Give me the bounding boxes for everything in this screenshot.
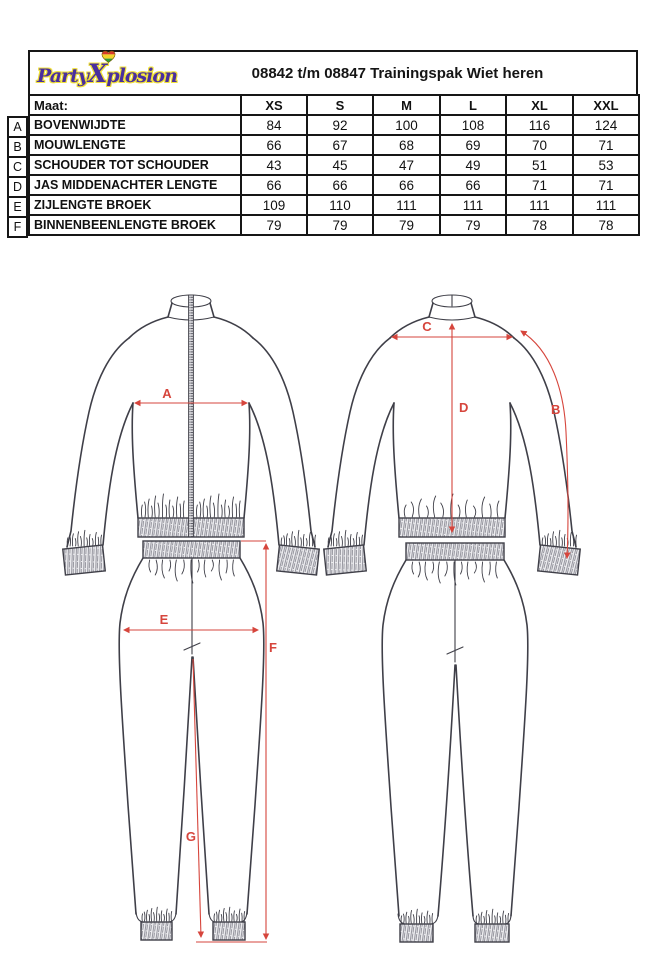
size-value: 79	[307, 215, 373, 235]
size-value: 66	[440, 175, 506, 195]
measure-label: ZIJLENGTE BROEK	[29, 195, 241, 215]
table-row	[29, 195, 639, 215]
size-value: 79	[241, 215, 307, 235]
pants-front-cuff-right	[213, 922, 245, 940]
measure-label: SCHOUDER TOT SCHOUDER	[29, 155, 241, 175]
size-value: 47	[373, 155, 440, 175]
size-value: 110	[307, 195, 373, 215]
table-row	[29, 215, 639, 235]
tracksuit-technical-drawing	[0, 260, 650, 976]
pants-front-waistband	[143, 541, 240, 558]
size-value: 51	[506, 155, 573, 175]
row-key: B	[8, 137, 27, 157]
size-value: 66	[241, 175, 307, 195]
pants-back-cuff-right	[475, 924, 509, 942]
size-value: 71	[573, 135, 639, 155]
label-G: G	[185, 829, 196, 844]
size-value: 71	[573, 175, 639, 195]
size-value: 78	[573, 215, 639, 235]
jacket-back-cuff-left	[324, 545, 366, 575]
size-value: 79	[440, 215, 506, 235]
measure-label: JAS MIDDENACHTER LENGTE	[29, 175, 241, 195]
size-value: 66	[241, 135, 307, 155]
logo-heart-icon	[101, 50, 116, 63]
row-key: E	[8, 197, 27, 217]
label-B: B	[551, 402, 561, 417]
size-value: 78	[506, 215, 573, 235]
document-title: 08842 t/m 08847 Trainingspak Wiet heren	[251, 64, 544, 82]
size-value: 79	[373, 215, 440, 235]
label-C: C	[422, 319, 432, 334]
size-value: 116	[506, 115, 573, 135]
logo-text-plosion: plosion	[106, 64, 177, 87]
pants-back-waistband	[406, 543, 504, 560]
size-header: XXL	[573, 95, 639, 115]
logo-text-x: X	[87, 58, 107, 88]
logo-text-party: Party	[37, 64, 88, 87]
size-value: 71	[506, 175, 573, 195]
size-value: 67	[307, 135, 373, 155]
jacket-front-cuff-left	[63, 545, 105, 575]
row-key: A	[8, 117, 27, 137]
row-key: C	[8, 157, 27, 177]
size-value: 68	[373, 135, 440, 155]
jacket-back-cuff-right	[538, 545, 580, 575]
row-key: F	[8, 217, 27, 237]
size-header: XL	[506, 95, 573, 115]
size-value: 111	[440, 195, 506, 215]
size-value: 111	[506, 195, 573, 215]
size-value: 108	[440, 115, 506, 135]
size-value: 111	[373, 195, 440, 215]
pants-front-cuff-left	[141, 922, 172, 940]
label-D: D	[459, 400, 469, 415]
size-header-row	[29, 95, 639, 115]
size-value: 124	[573, 115, 639, 135]
label-F: F	[269, 640, 277, 655]
size-value: 100	[373, 115, 440, 135]
jacket-front	[63, 295, 319, 575]
arrow-G	[193, 659, 201, 937]
size-header: S	[307, 95, 373, 115]
size-value: 45	[307, 155, 373, 175]
size-header: M	[373, 95, 440, 115]
measure-label: BINNENBEENLENGTE BROEK	[29, 215, 241, 235]
size-value: 109	[241, 195, 307, 215]
row-key-column	[7, 116, 28, 238]
size-header: L	[440, 95, 506, 115]
measure-label: BOVENWIJDTE	[29, 115, 241, 135]
measure-label: MOUWLENGTE	[29, 135, 241, 155]
size-value: 84	[241, 115, 307, 135]
size-label-cell: Maat:	[29, 95, 241, 115]
jacket-zipper	[189, 295, 194, 537]
size-value: 69	[440, 135, 506, 155]
size-value: 49	[440, 155, 506, 175]
label-A: A	[162, 386, 172, 401]
pants-front	[119, 541, 264, 940]
size-value: 43	[241, 155, 307, 175]
partyxplosion-logo	[37, 54, 177, 92]
size-value: 70	[506, 135, 573, 155]
size-value: 53	[573, 155, 639, 175]
size-value: 111	[573, 195, 639, 215]
table-row	[29, 155, 639, 175]
row-key: D	[8, 177, 27, 197]
table-row	[29, 115, 639, 135]
table-row	[29, 135, 639, 155]
jacket-front-cuff-right	[277, 545, 319, 575]
pants-back-cuff-left	[400, 924, 433, 942]
size-value: 66	[307, 175, 373, 195]
size-table	[28, 94, 640, 236]
document-header	[28, 50, 638, 94]
pants-back	[382, 543, 528, 942]
size-value: 92	[307, 115, 373, 135]
table-row	[29, 175, 639, 195]
label-E: E	[159, 612, 169, 627]
size-header: XS	[241, 95, 307, 115]
size-value: 66	[373, 175, 440, 195]
